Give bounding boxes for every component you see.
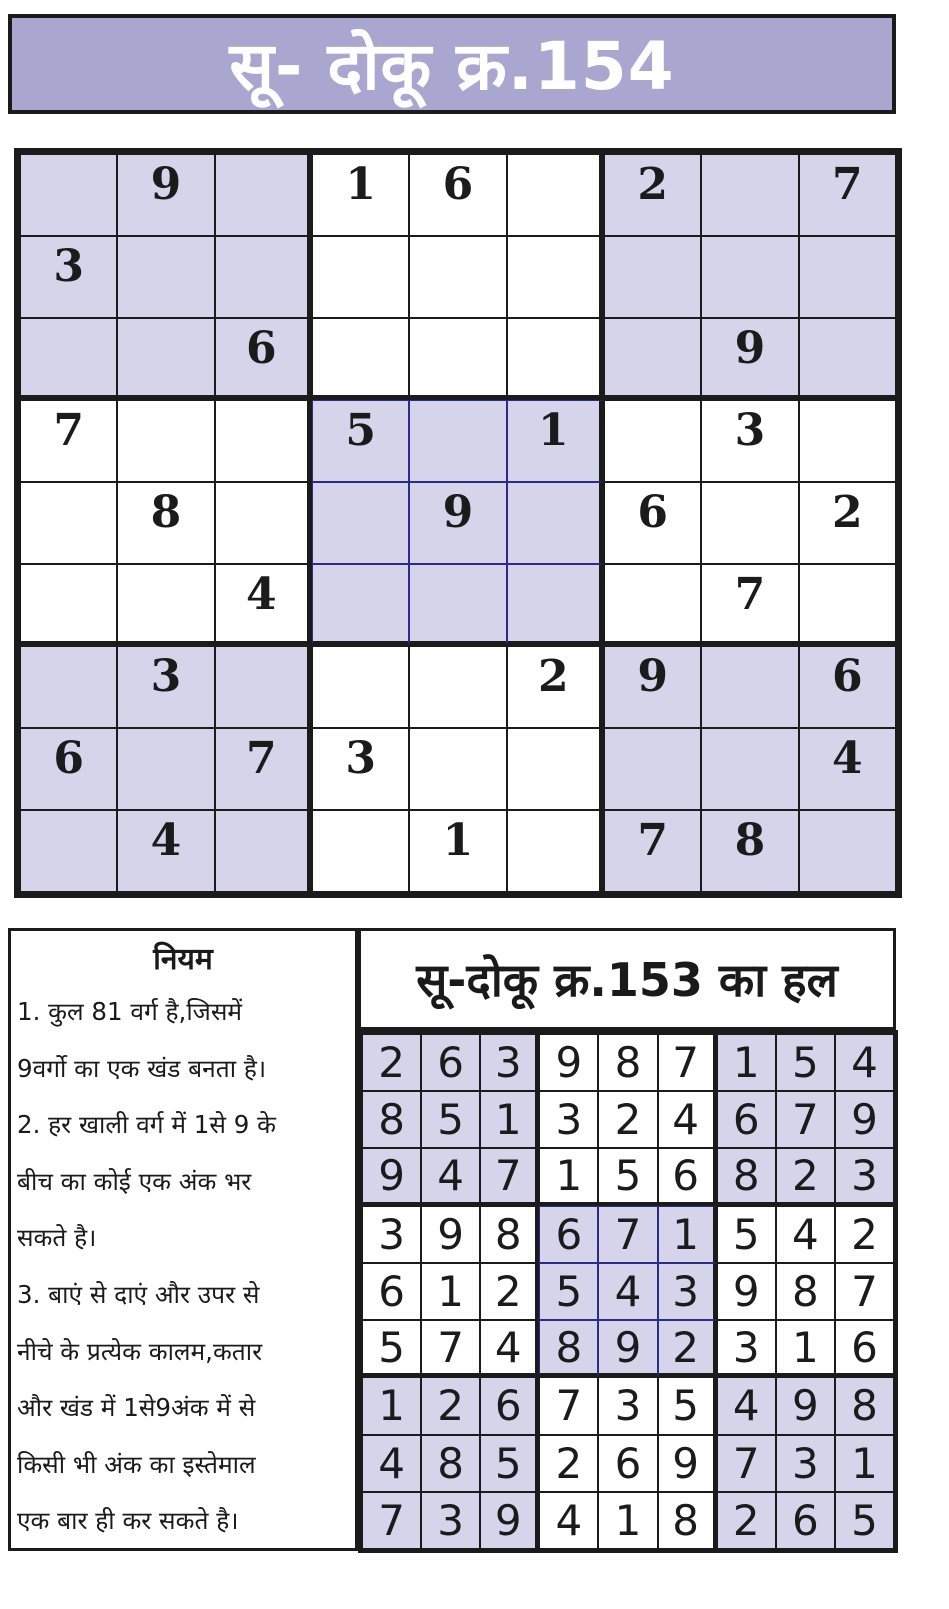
sudoku-cell: 7 [701,564,798,646]
solution-cell: 3 [480,1034,539,1091]
sudoku-cell[interactable] [20,482,117,564]
sudoku-puzzle-grid [14,148,902,898]
solution-cell: 1 [835,1435,894,1492]
sudoku-cell[interactable] [117,400,214,482]
solution-cell: 6 [717,1091,776,1148]
sudoku-cell: 7 [799,154,896,236]
sudoku-cell[interactable] [409,728,506,810]
sudoku-cell[interactable] [215,646,312,728]
solution-cell: 4 [539,1492,598,1549]
sudoku-cell[interactable] [117,318,214,400]
sudoku-cell[interactable] [117,236,214,318]
solution-cell: 7 [539,1377,598,1434]
sudoku-cell: 4 [117,810,214,892]
solution-cell: 9 [362,1148,421,1205]
solution-cell: 8 [717,1148,776,1205]
sudoku-cell[interactable] [117,728,214,810]
sudoku-cell[interactable] [701,482,798,564]
sudoku-cell[interactable] [701,154,798,236]
sudoku-cell[interactable] [799,810,896,892]
solution-cell: 1 [539,1148,598,1205]
sudoku-cell[interactable] [215,154,312,236]
solution-cell: 9 [598,1320,657,1377]
solution-cell: 7 [835,1263,894,1320]
sudoku-cell: 3 [20,236,117,318]
solution-cell: 4 [658,1091,717,1148]
sudoku-cell: 6 [604,482,701,564]
solution-cell: 5 [539,1263,598,1320]
rules-line: बीच का कोई एक अंक भर [17,1166,252,1196]
solution-cell: 2 [658,1320,717,1377]
solution-cell: 1 [362,1377,421,1434]
solution-cell: 1 [480,1091,539,1148]
sudoku-cell: 9 [701,318,798,400]
rules-line: 2. हर खाली वर्ग में 1से 9 के [17,1110,276,1140]
sudoku-cell[interactable] [604,236,701,318]
solution-cell: 7 [480,1148,539,1205]
solution-cell: 9 [539,1034,598,1091]
solution-cell: 9 [480,1492,539,1549]
solution-cell: 6 [362,1263,421,1320]
sudoku-cell[interactable] [409,400,506,482]
sudoku-cell: 6 [215,318,312,400]
sudoku-cell[interactable] [312,482,409,564]
sudoku-cell[interactable] [701,236,798,318]
solution-cell: 8 [480,1206,539,1263]
solution-cell: 2 [776,1148,835,1205]
solution-cell: 1 [598,1492,657,1549]
sudoku-cell[interactable] [604,318,701,400]
sudoku-cell: 6 [20,728,117,810]
sudoku-cell: 3 [312,728,409,810]
solution-cell: 9 [835,1091,894,1148]
solution-cell: 8 [539,1320,598,1377]
sudoku-cell: 6 [409,154,506,236]
sudoku-cell[interactable] [507,482,604,564]
solution-cell: 8 [776,1263,835,1320]
rules-line: नीचे के प्रत्येक कालम,कतार [17,1336,263,1366]
solution-cell: 7 [658,1034,717,1091]
solution-cell: 2 [717,1492,776,1549]
sudoku-cell[interactable] [215,810,312,892]
sudoku-cell: 8 [701,810,798,892]
solution-cell: 1 [658,1206,717,1263]
solution-cell: 6 [539,1206,598,1263]
sudoku-cell[interactable] [215,236,312,318]
solution-cell: 2 [480,1263,539,1320]
sudoku-cell[interactable] [312,564,409,646]
sudoku-cell[interactable] [507,318,604,400]
solution-cell: 3 [539,1091,598,1148]
solution-cell: 4 [362,1435,421,1492]
solution-cell: 3 [717,1320,776,1377]
solution-cell: 4 [598,1263,657,1320]
sudoku-cell[interactable] [409,564,506,646]
solution-cell: 2 [835,1206,894,1263]
solution-cell: 6 [598,1435,657,1492]
sudoku-cell[interactable] [507,728,604,810]
sudoku-cell[interactable] [312,810,409,892]
solution-cell: 3 [421,1492,480,1549]
solution-cell: 9 [717,1263,776,1320]
sudoku-cell: 1 [312,154,409,236]
rules-line: 3. बाएं से दाएं और उपर से [17,1279,260,1309]
rules-heading: नियम [153,942,213,977]
puzzle-title: सू- दोकू क्र.154 [229,28,675,105]
solution-cell: 4 [717,1377,776,1434]
sudoku-cell[interactable] [20,646,117,728]
sudoku-cell[interactable] [799,236,896,318]
sudoku-cell: 7 [215,728,312,810]
solution-cell: 4 [776,1206,835,1263]
sudoku-solution-grid [358,1030,898,1553]
sudoku-cell: 9 [604,646,701,728]
solution-cell: 6 [776,1492,835,1549]
solution-cell: 2 [421,1377,480,1434]
sudoku-cell[interactable] [312,318,409,400]
sudoku-cell[interactable] [604,728,701,810]
sudoku-cell[interactable] [507,154,604,236]
solution-cell: 5 [421,1091,480,1148]
sudoku-cell[interactable] [20,564,117,646]
rules-line: और खंड में 1से9अंक में से [17,1393,256,1423]
sudoku-cell[interactable] [799,400,896,482]
solution-cell: 7 [598,1206,657,1263]
solution-cell: 5 [717,1206,776,1263]
sudoku-cell: 9 [117,154,214,236]
solution-cell: 9 [776,1377,835,1434]
sudoku-cell: 2 [507,646,604,728]
solution-cell: 4 [835,1034,894,1091]
sudoku-cell[interactable] [507,236,604,318]
solution-cell: 2 [598,1091,657,1148]
solution-cell: 5 [480,1435,539,1492]
sudoku-cell[interactable] [409,318,506,400]
sudoku-cell[interactable] [312,236,409,318]
solution-header: सू-दोकू क्र.153 का हल [358,928,896,1030]
puzzle-title-banner [8,14,896,114]
rules-line: सकते है। [17,1223,97,1253]
rules-line: 9वर्गो का एक खंड बनता है। [17,1053,267,1083]
solution-cell: 1 [421,1263,480,1320]
sudoku-cell[interactable] [215,400,312,482]
solution-cell: 5 [835,1492,894,1549]
solution-cell: 7 [362,1492,421,1549]
solution-cell: 9 [421,1206,480,1263]
rules-line: किसी भी अंक का इस्तेमाल [17,1449,256,1479]
solution-cell: 4 [480,1320,539,1377]
sudoku-cell: 6 [799,646,896,728]
sudoku-cell: 1 [507,400,604,482]
rules-panel [8,928,358,1551]
sudoku-cell: 7 [604,810,701,892]
sudoku-cell[interactable] [20,318,117,400]
sudoku-cell[interactable] [409,236,506,318]
sudoku-cell: 5 [312,400,409,482]
solution-cell: 5 [776,1034,835,1091]
solution-cell: 6 [421,1034,480,1091]
sudoku-cell[interactable] [604,400,701,482]
solution-cell: 5 [362,1320,421,1377]
sudoku-cell: 4 [215,564,312,646]
sudoku-cell[interactable] [117,564,214,646]
solution-cell: 3 [362,1206,421,1263]
sudoku-cell[interactable] [507,810,604,892]
solution-cell: 2 [362,1034,421,1091]
sudoku-cell: 8 [117,482,214,564]
solution-cell: 3 [835,1148,894,1205]
solution-cell: 6 [480,1377,539,1434]
sudoku-cell[interactable] [799,564,896,646]
sudoku-cell[interactable] [20,154,117,236]
sudoku-cell[interactable] [312,646,409,728]
sudoku-cell[interactable] [799,318,896,400]
solution-cell: 7 [717,1435,776,1492]
sudoku-cell[interactable] [409,646,506,728]
sudoku-cell: 1 [409,810,506,892]
sudoku-cell: 7 [20,400,117,482]
sudoku-cell: 2 [604,154,701,236]
solution-cell: 9 [658,1435,717,1492]
solution-cell: 1 [776,1320,835,1377]
solution-cell: 5 [658,1377,717,1434]
solution-cell: 2 [539,1435,598,1492]
solution-cell: 5 [598,1148,657,1205]
sudoku-cell: 3 [701,400,798,482]
solution-cell: 6 [658,1148,717,1205]
solution-cell: 7 [776,1091,835,1148]
solution-cell: 1 [717,1034,776,1091]
sudoku-cell: 9 [409,482,506,564]
solution-cell: 8 [598,1034,657,1091]
solution-cell: 3 [598,1377,657,1434]
sudoku-cell[interactable] [604,564,701,646]
sudoku-cell[interactable] [20,810,117,892]
solution-cell: 7 [421,1320,480,1377]
sudoku-cell[interactable] [701,728,798,810]
sudoku-cell[interactable] [701,646,798,728]
solution-cell: 3 [658,1263,717,1320]
sudoku-cell[interactable] [507,564,604,646]
sudoku-cell[interactable] [215,482,312,564]
rules-line: 1. कुल 81 वर्ग है,जिसमें [17,997,243,1026]
sudoku-cell: 4 [799,728,896,810]
solution-cell: 8 [421,1435,480,1492]
sudoku-cell: 2 [799,482,896,564]
solution-cell: 4 [421,1148,480,1205]
solution-cell: 3 [776,1435,835,1492]
sudoku-cell: 3 [117,646,214,728]
solution-cell: 8 [658,1492,717,1549]
solution-cell: 8 [835,1377,894,1434]
solution-cell: 8 [362,1091,421,1148]
solution-cell: 6 [835,1320,894,1377]
rules-line: एक बार ही कर सकते है। [17,1506,239,1536]
